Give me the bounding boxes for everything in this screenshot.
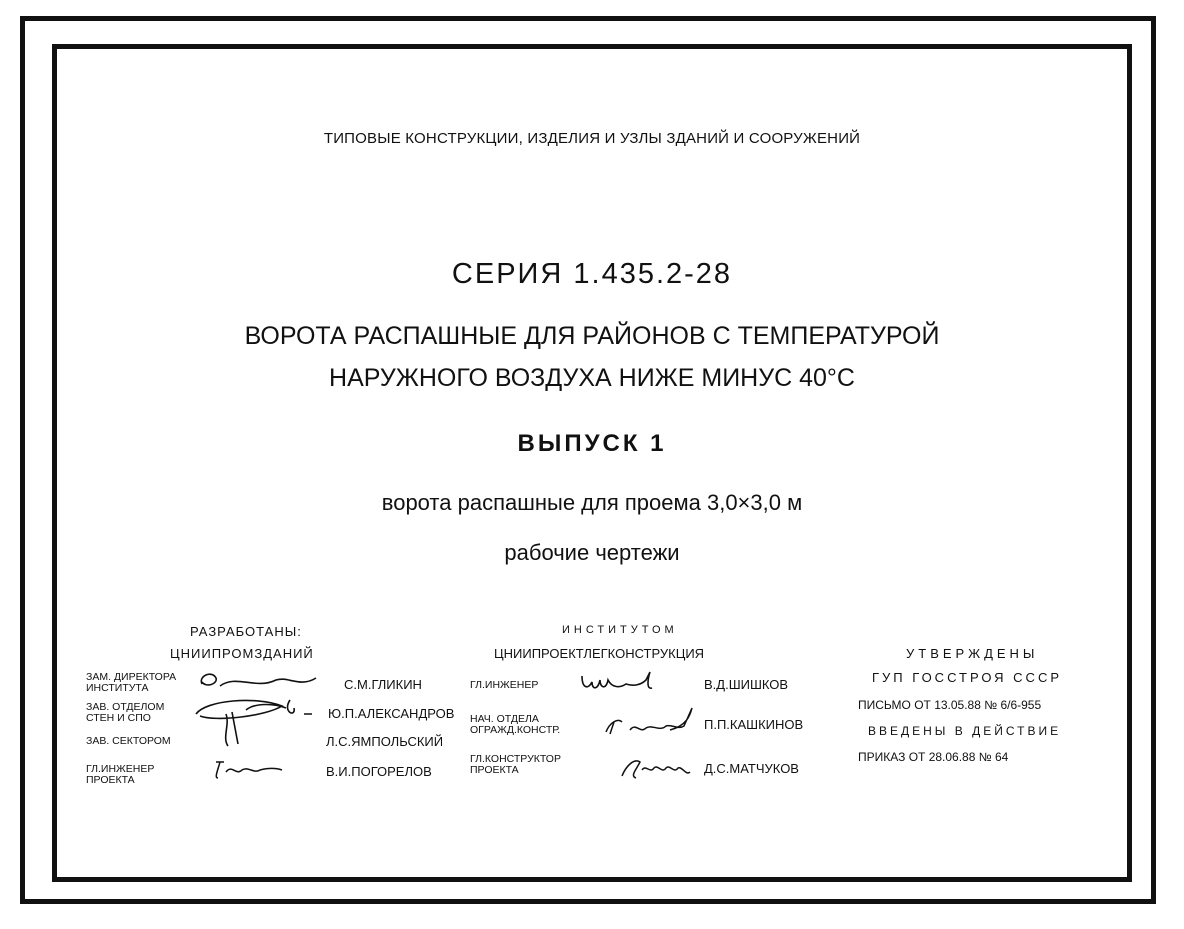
drawings-label: рабочие чертежи (504, 540, 680, 565)
institute-heading: ИНСТИТУТОМ (562, 624, 678, 636)
institute-role-2: НАЧ. ОТДЕЛА ОГРАЖД.КОНСТР. (470, 713, 561, 736)
approved-letter: ПИСЬМО ОТ 13.05.88 № 6/6-955 (858, 698, 1042, 712)
developed-heading: РАЗРАБОТАНЫ: (190, 624, 302, 639)
subtitle: ворота распашные для проема 3,0×3,0 м (381, 490, 803, 515)
institute-name-1: В.Д.ШИШКОВ (704, 677, 789, 692)
signature-shishkov (576, 668, 676, 698)
developed-name-1: С.М.ГЛИКИН (344, 677, 422, 692)
developed-name-2: Ю.П.АЛЕКСАНДРОВ (328, 706, 455, 721)
developed-role-4: ГЛ.ИНЖЕНЕР ПРОЕКТА (86, 763, 155, 786)
developed-org: ЦНИИПРОМЗДАНИЙ (170, 646, 314, 661)
approved-org: ГУП ГОССТРОЯ СССР (872, 670, 1063, 685)
issue-number: ВЫПУСК 1 (517, 430, 667, 457)
institute-name-3: Д.С.МАТЧУКОВ (704, 761, 799, 776)
developed-name-3: Л.С.ЯМПОЛЬСКИЙ (326, 734, 444, 749)
signature-aleksandrov (186, 694, 326, 750)
signature-glikin (196, 666, 324, 696)
institute-role-3: ГЛ.КОНСТРУКТОР ПРОЕКТА (470, 753, 561, 776)
approved-enacted: ВВЕДЕНЫ В ДЕЙСТВИЕ (868, 724, 1062, 738)
developed-role-2: ЗАВ. ОТДЕЛОМ СТЕН И СПО (86, 701, 165, 724)
institute-org: ЦНИИПРОЕКТЛЕГКОНСТРУКЦИЯ (494, 646, 705, 661)
developed-role-1: ЗАМ. ДИРЕКТОРА ИНСТИТУТА (86, 671, 177, 694)
title-line-2: НАРУЖНОГО ВОЗДУХА НИЖЕ МИНУС 40°С (329, 364, 855, 392)
series-line: ТИПОВЫЕ КОНСТРУКЦИИ, ИЗДЕЛИЯ И УЗЛЫ ЗДАНИЙ И СООРУЖЕНИЙ (323, 130, 861, 147)
title-line-1: ВОРОТА РАСПАШНЫЕ ДЛЯ РАЙОНОВ С ТЕМПЕРАТУРОЙ (244, 322, 940, 350)
institute-name-2: П.П.КАШКИНОВ (704, 717, 804, 732)
approved-heading: УТВЕРЖДЕНЫ (906, 646, 1039, 661)
institute-role-1: ГЛ.ИНЖЕНЕР (470, 679, 539, 691)
developed-role-3: ЗАВ. СЕКТОРОМ (86, 735, 171, 747)
approved-order: ПРИКАЗ ОТ 28.06.88 № 64 (858, 750, 1009, 764)
signature-matchukov (616, 752, 696, 784)
developed-name-4: В.И.ПОГОРЕЛОВ (326, 764, 432, 779)
signature-kashkinov (600, 704, 698, 740)
series-number: СЕРИЯ 1.435.2-28 (451, 258, 733, 290)
signature-pogorelov (206, 754, 286, 782)
